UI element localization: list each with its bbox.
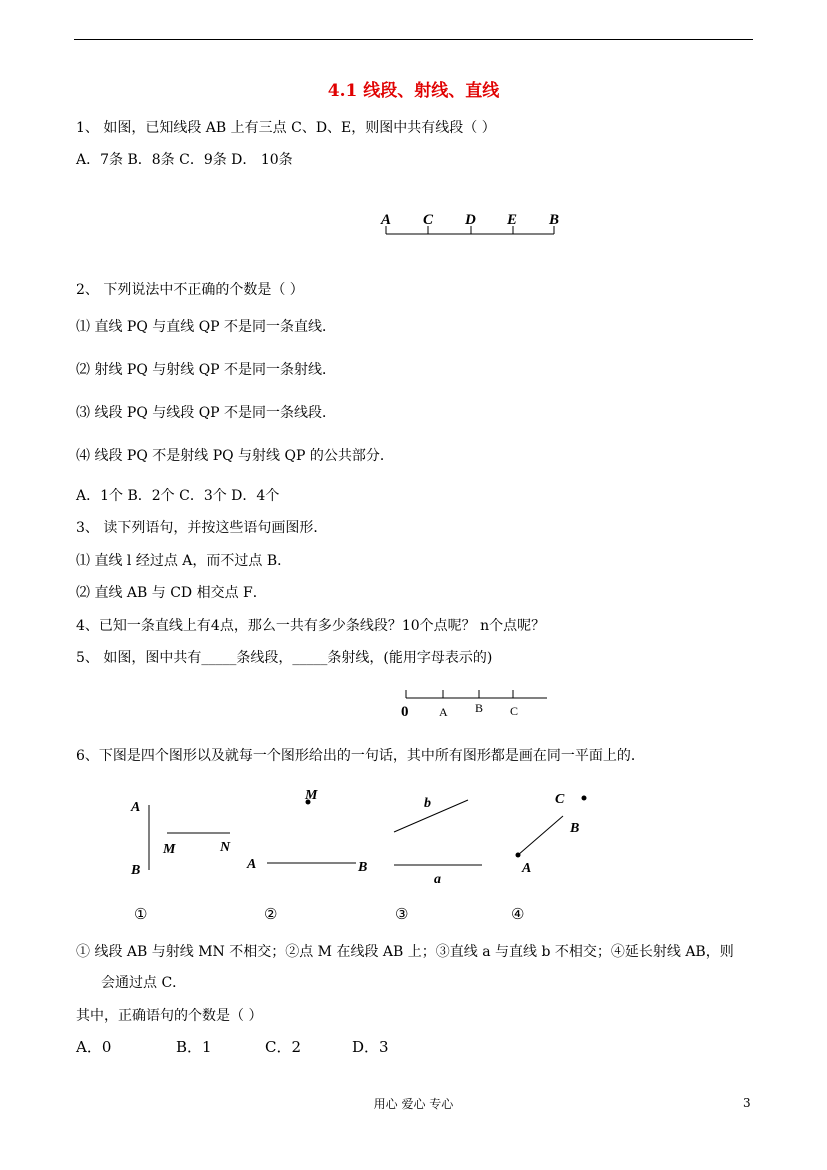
q1-options: A．7条 B．8条 C．9条 D． 10条 xyxy=(76,152,293,168)
fig4-point-a xyxy=(516,853,521,858)
q6-statement-line-1: ① 线段 AB 与射线 MN 不相交；②点 M 在线段 AB 上；③直线 a 与直线 b 不相交；④延长射线 AB，则 xyxy=(76,944,734,960)
q1-label-e: E xyxy=(507,212,518,228)
q1-label-a: A xyxy=(381,212,392,228)
q1-label-d: D xyxy=(465,212,476,228)
q6-figure-2 xyxy=(246,788,367,875)
q5-label-0: 0 xyxy=(401,704,409,720)
fig-number-2: ② xyxy=(264,907,278,923)
q1-label-b: B xyxy=(549,212,560,228)
fig-number-3: ③ xyxy=(395,907,409,923)
q2-item-1: ⑴ 直线 PQ 与直线 QP 不是同一条直线． xyxy=(76,319,337,335)
q5-label-c: C xyxy=(510,704,519,718)
fig-number-4: ④ xyxy=(511,907,525,923)
fig1-label-n: N xyxy=(220,840,231,855)
fig-number-1: ① xyxy=(134,907,148,923)
q6-option-c: C．2 xyxy=(265,1038,302,1056)
q2-item-4: ⑷ 线段 PQ 不是射线 PQ 与射线 QP 的公共部分． xyxy=(76,448,394,464)
fig1-label-b: B xyxy=(131,863,141,878)
q4-stem: 4、已知一条直线上有4点，那么一共有多少条线段？10个点呢？ n个点呢？ xyxy=(76,618,546,634)
q3-item-1: ⑴ 直线 l 经过点 A，而不过点 B． xyxy=(76,553,292,569)
q6-option-d: D．3 xyxy=(352,1038,389,1056)
q6-figure-3 xyxy=(394,796,482,887)
q3-stem: 3、 读下列语句，并按这些语句画图形． xyxy=(76,520,328,536)
fig4-label-b: B xyxy=(570,821,580,836)
page-number: 3 xyxy=(743,1096,751,1110)
fig2-label-a: A xyxy=(247,857,257,872)
page-title: 4.1 线段、射线、直线 xyxy=(327,81,500,101)
fig3-label-b: b xyxy=(424,796,431,811)
q5-label-b: B xyxy=(475,701,484,715)
fig1-label-m: M xyxy=(163,842,176,857)
fig4-point-c xyxy=(582,796,587,801)
q5-label-a: A xyxy=(439,705,448,719)
fig3-label-a: a xyxy=(434,872,441,887)
fig4-label-a: A xyxy=(522,861,532,876)
q1-segment-figure xyxy=(376,208,566,242)
footer-motto: 用心 爱心 专心 xyxy=(373,1097,454,1111)
fig2-label-m: M xyxy=(305,788,318,803)
q6-stem: 6、下图是四个图形以及就每一个图形给出的一句话，其中所有图形都是画在同一平面上的． xyxy=(76,748,645,764)
q2-item-3: ⑶ 线段 PQ 与线段 QP 不是同一条线段． xyxy=(76,405,337,421)
fig2-label-b: B xyxy=(358,860,368,875)
q2-item-2: ⑵ 射线 PQ 与射线 QP 不是同一条射线． xyxy=(76,362,337,378)
q5-ray-figure xyxy=(396,686,556,720)
q1-stem: 1、 如图，已知线段 AB 上有三点 C、D、E，则图中共有线段（ ） xyxy=(76,120,496,136)
q6-question: 其中，正确语句的个数是（ ） xyxy=(76,1008,263,1024)
q6-statement-line-2: 会通过点 C． xyxy=(101,975,187,991)
q6-option-a: A．0 xyxy=(76,1038,112,1056)
q6-figure-1 xyxy=(130,800,231,878)
q6-figure-4 xyxy=(516,792,587,876)
header-rule xyxy=(74,39,753,40)
q2-stem: 2、 下列说法中不正确的个数是（ ） xyxy=(76,282,304,298)
q5-stem: 5、 如图，图中共有_____条线段，_____条射线，(能用字母表示的) xyxy=(76,650,493,666)
q6-option-b: B．1 xyxy=(176,1038,212,1056)
q6-figures xyxy=(120,780,600,930)
q2-options: A．1个 B．2个 C．3个 D．4个 xyxy=(76,488,280,504)
fig1-label-a: A xyxy=(131,800,141,815)
fig4-label-c: C xyxy=(555,792,565,807)
q1-label-c: C xyxy=(423,212,434,228)
q3-item-2: ⑵ 直线 AB 与 CD 相交点 F． xyxy=(76,585,267,601)
